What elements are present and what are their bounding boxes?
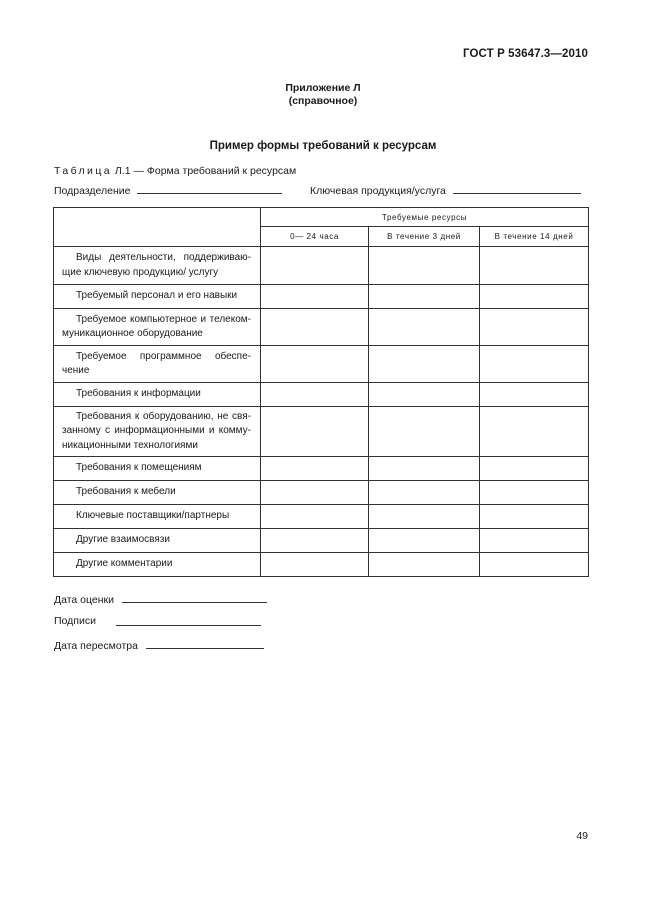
- table-row: [54, 309, 589, 346]
- document-title: Пример формы требований к ресурсам: [209, 140, 437, 152]
- table-row: [54, 407, 589, 457]
- assessment-date-blank: [122, 592, 267, 603]
- table-row: [54, 481, 589, 505]
- table-row: [54, 553, 589, 577]
- resource-requirements-table: [53, 207, 589, 577]
- row-label: Требуемый персонал и его навыки: [54, 285, 261, 309]
- division-field: [54, 183, 282, 197]
- row-label: Виды деятельности, поддерживаю-щие ключевую продукцию/ услугу: [54, 247, 261, 285]
- required-resources-header: Требуемые ресурсы: [261, 208, 589, 227]
- division-label: Подразделение: [54, 185, 131, 197]
- table-caption-prefix: Таблица: [54, 165, 112, 177]
- page-number: 49: [576, 830, 588, 842]
- table-caption: [54, 165, 296, 177]
- column-header-24h: 0— 24 часа: [261, 227, 369, 247]
- table-row: [54, 285, 589, 309]
- key-product-blank: [453, 183, 581, 194]
- row-label: Требуемое программное обеспе-чение: [54, 346, 261, 383]
- signatures-blank: [116, 615, 261, 626]
- signatures-field: [54, 615, 96, 627]
- row-label: Требования к информации: [54, 383, 261, 407]
- row-label: Требования к мебели: [54, 481, 261, 505]
- column-header-14days: В течение 14 дней: [480, 227, 589, 247]
- assessment-date-label: Дата оценки: [54, 594, 115, 606]
- signatures-label: Подписи: [54, 615, 96, 627]
- table-row: [54, 505, 589, 529]
- table-row: [54, 457, 589, 481]
- table-row: [54, 529, 589, 553]
- row-label: Требования к оборудованию, не свя-занному с информационными и комму-никационными технологиями: [54, 407, 261, 457]
- review-date-label: Дата пересмотра: [54, 640, 138, 652]
- table-row: [54, 346, 589, 383]
- row-label: Другие комментарии: [54, 553, 261, 577]
- assessment-date-field: [54, 592, 267, 606]
- key-product-label: Ключевая продукция/услуга: [310, 185, 446, 197]
- row-label: Требования к помещениям: [54, 457, 261, 481]
- table-caption-text: Л.1 — Форма требований к ресурсам: [114, 165, 297, 177]
- annex-title: Приложение Л: [285, 82, 361, 94]
- signatures-blank-wrap: [116, 615, 261, 629]
- row-label: Ключевые поставщики/партнеры: [54, 505, 261, 529]
- division-blank: [137, 183, 282, 194]
- annex-subtitle: (справочное): [288, 95, 358, 107]
- row-label: Другие взаимосвязи: [54, 529, 261, 553]
- review-date-blank: [146, 638, 264, 649]
- table-row: [54, 383, 589, 407]
- table-row: [54, 247, 589, 285]
- review-date-field: [54, 638, 264, 652]
- standard-code: ГОСТ Р 53647.3—2010: [463, 48, 588, 60]
- row-label: Требуемое компьютерное и телеком-муникационное оборудование: [54, 309, 261, 346]
- column-header-3days: В течение 3 дней: [369, 227, 480, 247]
- table-corner-cell: [54, 208, 261, 247]
- annex-heading: [0, 82, 646, 108]
- key-product-field: [310, 183, 581, 197]
